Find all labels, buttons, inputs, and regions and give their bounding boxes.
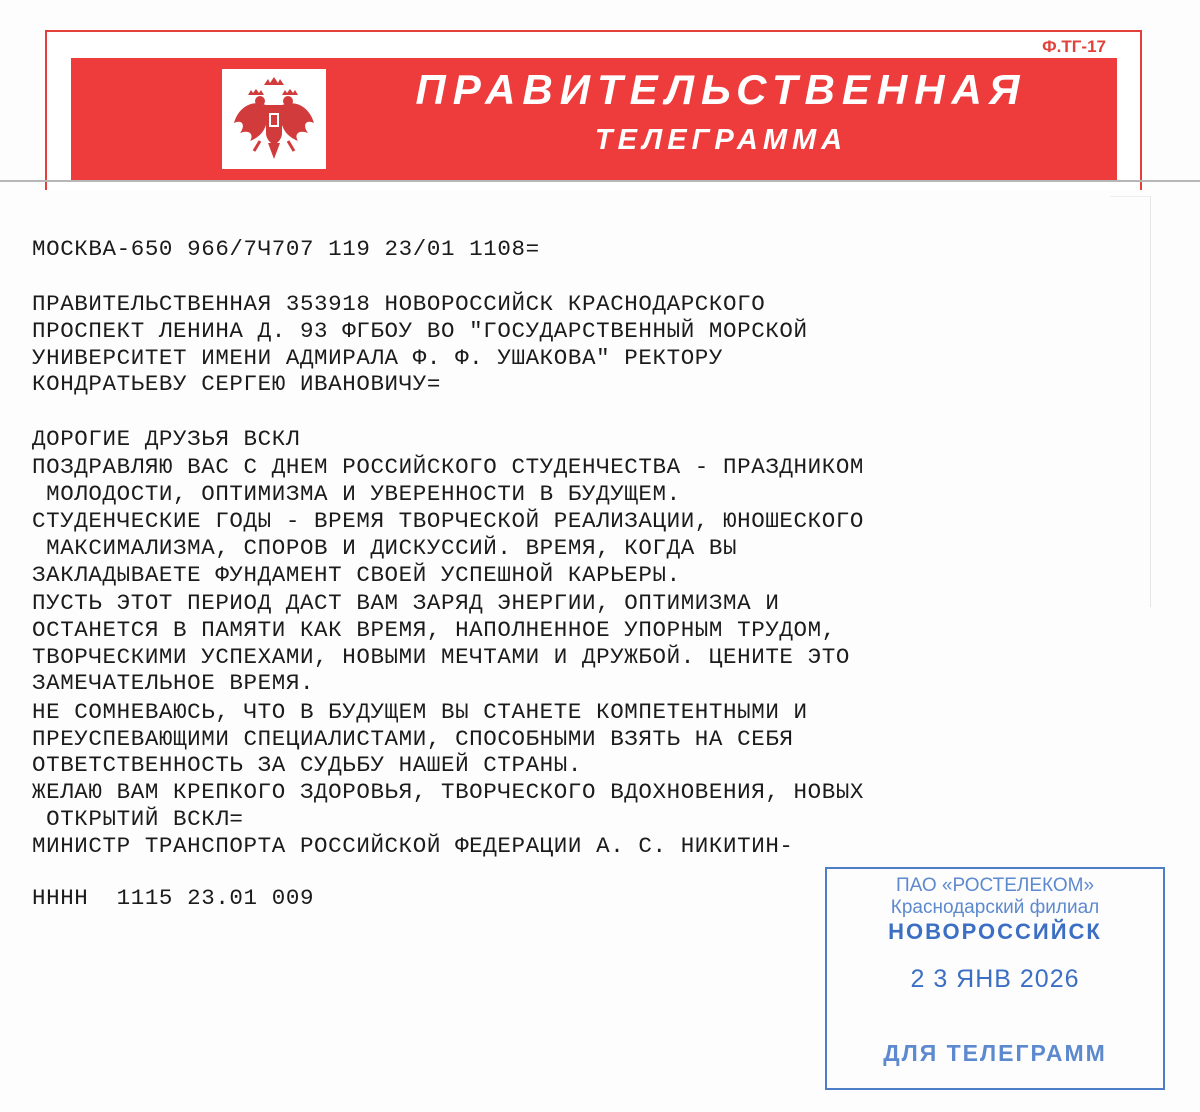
message-line: НЕ СОМНЕВАЮСЬ, ЧТО В БУДУЩЕМ ВЫ СТАНЕТЕ КОМПЕТЕНТНЫМИ И <box>32 699 808 725</box>
address-line: КОНДРАТЬЕВУ СЕРГЕЮ ИВАНОВИЧУ= <box>32 371 441 397</box>
address-line: УНИВЕРСИТЕТ ИМЕНИ АДМИРАЛА Ф. Ф. УШАКОВА" РЕКТОРУ <box>32 345 724 371</box>
message-line: ПРЕУСПЕВАЮЩИМИ СПЕЦИАЛИСТАМИ, СПОСОБНЫМИ ВЗЯТЬ НА СЕБЯ <box>32 726 794 752</box>
message-line: ОСТАНЕТСЯ В ПАМЯТИ КАК ВРЕМЯ, НАПОЛНЕННОЕ УПОРНЫМ ТРУДОМ, <box>32 617 836 643</box>
message-line: ОТВЕТСТВЕННОСТЬ ЗА СУДЬБУ НАШЕЙ СТРАНЫ. <box>32 752 582 778</box>
russian-coat-of-arms-icon <box>230 75 318 163</box>
signature-line: МИНИСТР ТРАНСПОРТА РОССИЙСКОЙ ФЕДЕРАЦИИ А. С. НИКИТИН- <box>32 833 794 859</box>
message-line: ПОЗДРАВЛЯЮ ВАС С ДНЕМ РОССИЙСКОГО СТУДЕНЧЕСТВА - ПРАЗДНИКОМ <box>32 454 865 480</box>
stamp-city: НОВОРОССИЙСК <box>888 919 1102 944</box>
stamp-branch: Краснодарский филиал <box>890 897 1100 918</box>
message-line: ТВОРЧЕСКИМИ УСПЕХАМИ, НОВЫМИ МЕЧТАМИ И ДРУЖБОЙ. ЦЕНИТЕ ЭТО <box>32 644 850 670</box>
stamp-purpose: ДЛЯ ТЕЛЕГРАММ <box>883 1040 1107 1066</box>
message-line: ЗАКЛАДЫВАЕТЕ ФУНДАМЕНТ СВОЕЙ УСПЕШНОЙ КАРЬЕРЫ. <box>32 562 681 588</box>
rostelecom-stamp <box>825 867 1165 1090</box>
faint-background-frame <box>1110 196 1151 607</box>
emblem <box>222 69 326 169</box>
telegram-origin-line: МОСКВА-650 966/7Ч707 119 23/01 1108= <box>32 236 540 262</box>
message-line: МАКСИМАЛИЗМА, СПОРОВ И ДИСКУССИЙ. ВРЕМЯ, КОГДА ВЫ <box>32 535 738 561</box>
message-line: СТУДЕНЧЕСКИЕ ГОДЫ - ВРЕМЯ ТВОРЧЕСКОЙ РЕАЛИЗАЦИИ, ЮНОШЕСКОГО <box>32 508 865 534</box>
address-line: ПРОСПЕКТ ЛЕНИНА Д. 93 ФГБОУ ВО "ГОСУДАРСТВЕННЫЙ МОРСКОЙ <box>32 318 808 344</box>
message-line: ОТКРЫТИЙ ВСКЛ= <box>32 806 244 832</box>
header-title: ПРАВИТЕЛЬСТВЕННАЯ <box>415 66 1027 113</box>
stamp-date: 2 3 ЯНВ 2026 <box>910 965 1080 993</box>
message-line: ДОРОГИЕ ДРУЗЬЯ ВСКЛ <box>32 426 300 452</box>
header-subtitle: ТЕЛЕГРАММА <box>594 124 848 156</box>
stamp-org: ПАО «РОСТЕЛЕКОМ» <box>895 875 1095 896</box>
header-band <box>71 58 1117 180</box>
form-code: Ф.ТГ-17 <box>1042 37 1106 56</box>
message-line: ЗАМЕЧАТЕЛЬНОЕ ВРЕМЯ. <box>32 670 315 696</box>
address-line: ПРАВИТЕЛЬСТВЕННАЯ 353918 НОВОРОССИЙСК КРАСНОДАРСКОГО <box>32 291 766 317</box>
tape-edge-divider <box>0 180 1200 182</box>
message-line: МОЛОДОСТИ, ОПТИМИЗМА И УВЕРЕННОСТИ В БУДУЩЕМ. <box>32 481 681 507</box>
message-line: ПУСТЬ ЭТОТ ПЕРИОД ДАСТ ВАМ ЗАРЯД ЭНЕРГИИ, ОПТИМИЗМА И <box>32 590 780 616</box>
service-line: НННН 1115 23.01 009 <box>32 885 315 911</box>
message-line: ЖЕЛАЮ ВАМ КРЕПКОГО ЗДОРОВЬЯ, ТВОРЧЕСКОГО ВДОХНОВЕНИЯ, НОВЫХ <box>32 779 865 805</box>
